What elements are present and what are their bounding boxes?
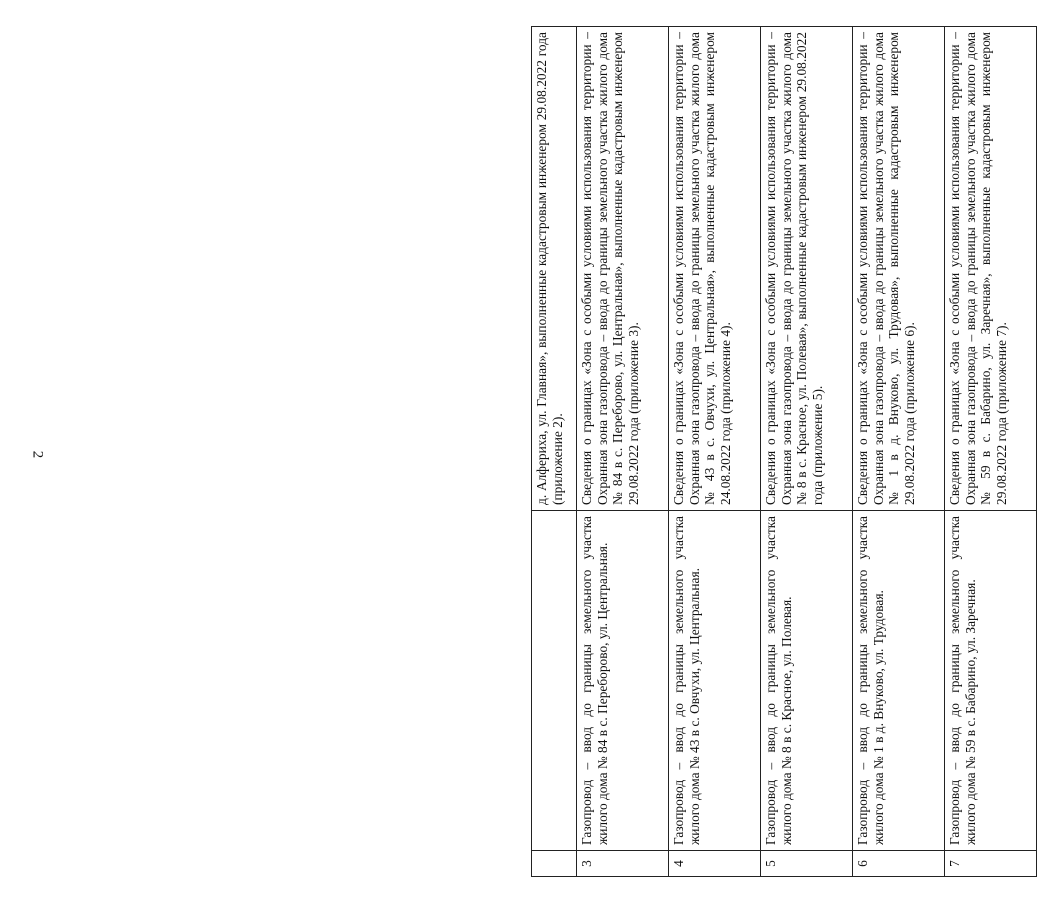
- object-cell: [532, 511, 577, 851]
- object-cell: Газопровод – ввод до границы земельного участка жилого дома № 8 в с. Красное, ул. Полевая.: [761, 511, 853, 851]
- rotated-page-content: [531, 27, 1009, 877]
- table-row: [761, 27, 853, 877]
- row-number-cell: 7: [945, 851, 1037, 877]
- object-cell: Газопровод – ввод до границы земельного участка жилого дома № 84 в с. Переборово, ул. Центральная.: [577, 511, 669, 851]
- table-row: [853, 27, 945, 877]
- row-number-cell: 4: [669, 851, 761, 877]
- details-cell: д. Алфериха, ул. Главная», выполненные кадастровым инженером 29.08.2022 года (приложение 2).: [532, 27, 577, 511]
- details-cell: Сведения о границах «Зона с особыми условиями использования территории – Охранная зона газопровода – ввода до границы земельного участка жилого дома № 59 в с. Бабарино, ул. Заречная», выполненные кадастровым инженером 29.08.2022 года (приложение 7).: [945, 27, 1037, 511]
- object-cell: Газопровод – ввод до границы земельного участка жилого дома № 59 в с. Бабарино, ул. Заречная.: [945, 511, 1037, 851]
- details-cell: Сведения о границах «Зона с особыми условиями использования территории – Охранная зона газопровода – ввода до границы земельного участка жилого дома № 43 в с. Овчухи, ул. Центральная», выполненные кадастровым инженером 24.08.2022 года (приложение 4).: [669, 27, 761, 511]
- table-row: [532, 27, 577, 877]
- table-row: [577, 27, 669, 877]
- row-number-cell: 6: [853, 851, 945, 877]
- row-number-cell: 3: [577, 851, 669, 877]
- table-row: [945, 27, 1037, 877]
- object-cell: Газопровод – ввод до границы земельного участка жилого дома № 43 в с. Овчухи, ул. Центральная.: [669, 511, 761, 851]
- table-row: [669, 27, 761, 877]
- zones-table: [531, 26, 1037, 877]
- details-cell: Сведения о границах «Зона с особыми условиями использования территории – Охранная зона газопровода – ввода до границы земельного участка жилого дома № 1 в д. Внуково, ул. Трудовая», выполненные кадастровым инженером 29.08.2022 года (приложение 6).: [853, 27, 945, 511]
- details-cell: Сведения о границах «Зона с особыми условиями использования территории – Охранная зона газопровода – ввода до границы земельного участка жилого дома № 8 в с. Красное, ул. Полевая», выполненные кадастровым инженером 29.08.2022 года (приложение 5).: [761, 27, 853, 511]
- object-cell: Газопровод – ввод до границы земельного участка жилого дома № 1 в д. Внуково, ул. Трудовая.: [853, 511, 945, 851]
- details-cell: Сведения о границах «Зона с особыми условиями использования территории – Охранная зона газопровода – ввода до границы земельного участка жилого дома № 84 в с. Переборово, ул. Центральная», выполненные кадастровым инженером 29.08.2022 года (приложение 3).: [577, 27, 669, 511]
- page-number: 2: [29, 450, 46, 459]
- row-number-cell: 5: [761, 851, 853, 877]
- row-number-cell: [532, 851, 577, 877]
